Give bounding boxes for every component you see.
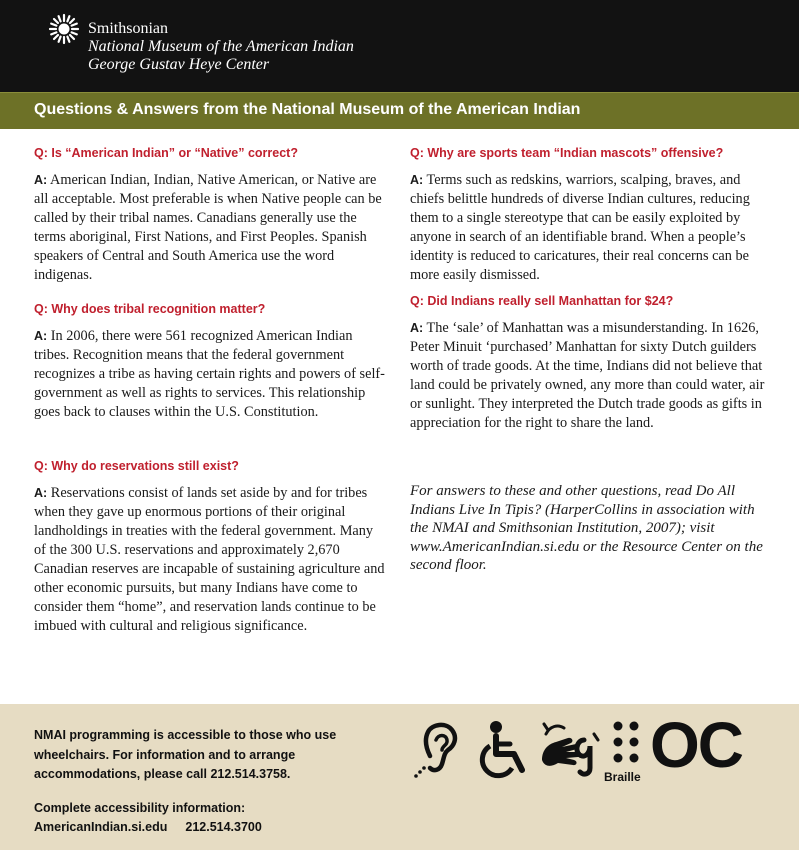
question: Q: Why do reservations still exist? [34,459,239,473]
wheelchair-icon [474,720,532,780]
braille-label: Braille [604,770,641,784]
qa-item [410,146,765,285]
accessibility-footer [0,704,799,850]
answer [410,319,765,433]
qa-item [34,146,386,285]
further-reading-note: For answers to these and other questions, read Do All Indians Live In Tipis? (HarperCollins in association with the NMAI and Smithsonian Institution, 2007); visit www.AmericanIndian.si.edu or the Resource Center on the second floor. [410,483,763,573]
center-name: George Gustav Heye Center [88,56,270,73]
answer-text: The ‘sale’ of Manhattan was a misunderstanding. In 1626, Peter Minuit ‘purchased’ Manhattan for sixty Dutch guilders worth of trade goods. At the time, Indians did not believe that land could be privately owned, any more than could water, air or sunlight. They interpreted the Dutch trade goods as gifts in appreciation for the right to share the land. [410,320,765,431]
qa-item [34,459,386,636]
answer [34,484,386,636]
braille-icon [612,720,640,766]
question: Q: Is “American Indian” or “Native” correct? [34,146,298,160]
section-title: Questions & Answers from the National Museum of the American Indian [34,101,581,118]
answer [410,171,765,285]
answer [34,171,386,285]
section-band [0,92,799,129]
accessibility-contact [34,818,404,838]
answer-text: In 2006, there were 561 recognized American Indian tribes. Recognition means that the federal government recognizes a tribe as having certain rights and powers of self-government as well as rights to services. This relationship goes back to clauses within the U.S. Constitution. [34,328,385,420]
answer [34,327,386,422]
page-header [0,0,799,92]
answer-text: Reservations consist of lands set aside by and for tribes when they gave up enormous portions of their original landholdings in treaties with the federal government. Many of the 300 U.S. reservations and approximately 2,670 Canadian reserves are incapable of sustaining agriculture and other economic pursuits, but many Indians have come to consider them “home”, and reservation lands continue to be imbued with cultural and religious significance. [34,485,385,634]
qa-item [34,302,386,422]
question: Q: Why does tribal recognition matter? [34,302,266,316]
phone-number: 212.514.3700 [185,820,262,834]
answer-text: American Indian, Indian, Native American, or Native are all acceptable. Most preferable is when Native people can be called by their tribal names. Canadians generally use the terms aboriginal, First Nations, and First Peoples. Spanish speakers of Central and South America use the word indigenas. [34,172,382,283]
museum-brand [88,6,354,74]
answer-label: A: [34,173,48,187]
answer-label: A: [410,173,424,187]
sign-language-icon [538,720,604,780]
smithsonian-sun-logo-icon [48,13,80,45]
org-name: Smithsonian [88,20,169,37]
qa-item [410,294,765,433]
answer-label: A: [34,486,48,500]
hearing-assistance-icon [412,718,462,780]
accessibility-info [34,726,404,838]
museum-name: National Museum of the American Indian [88,38,354,55]
open-captioning-label: OC [650,709,742,781]
answer-text: Terms such as redskins, warriors, scalping, braves, and chiefs belittle hundreds of diverse Indian cultures, reducing them to a single stereotype that can be easily exploited by anyone in search of an identifiable brand. When a people’s identity is reduced to caricatures, their real concerns can be more easily dismissed. [410,172,750,283]
website-link[interactable]: AmericanIndian.si.edu [34,820,168,834]
accessibility-complete-label: Complete accessibility information: [34,800,246,815]
answer-label: A: [34,329,48,343]
question: Q: Did Indians really sell Manhattan for $24? [410,294,674,308]
question: Q: Why are sports team “Indian mascots” offensive? [410,146,724,160]
accessibility-statement: NMAI programming is accessible to those who use wheelchairs. For information and to arrange accommodations, please call 212.514.3758. [34,728,337,781]
answer-label: A: [410,321,424,335]
